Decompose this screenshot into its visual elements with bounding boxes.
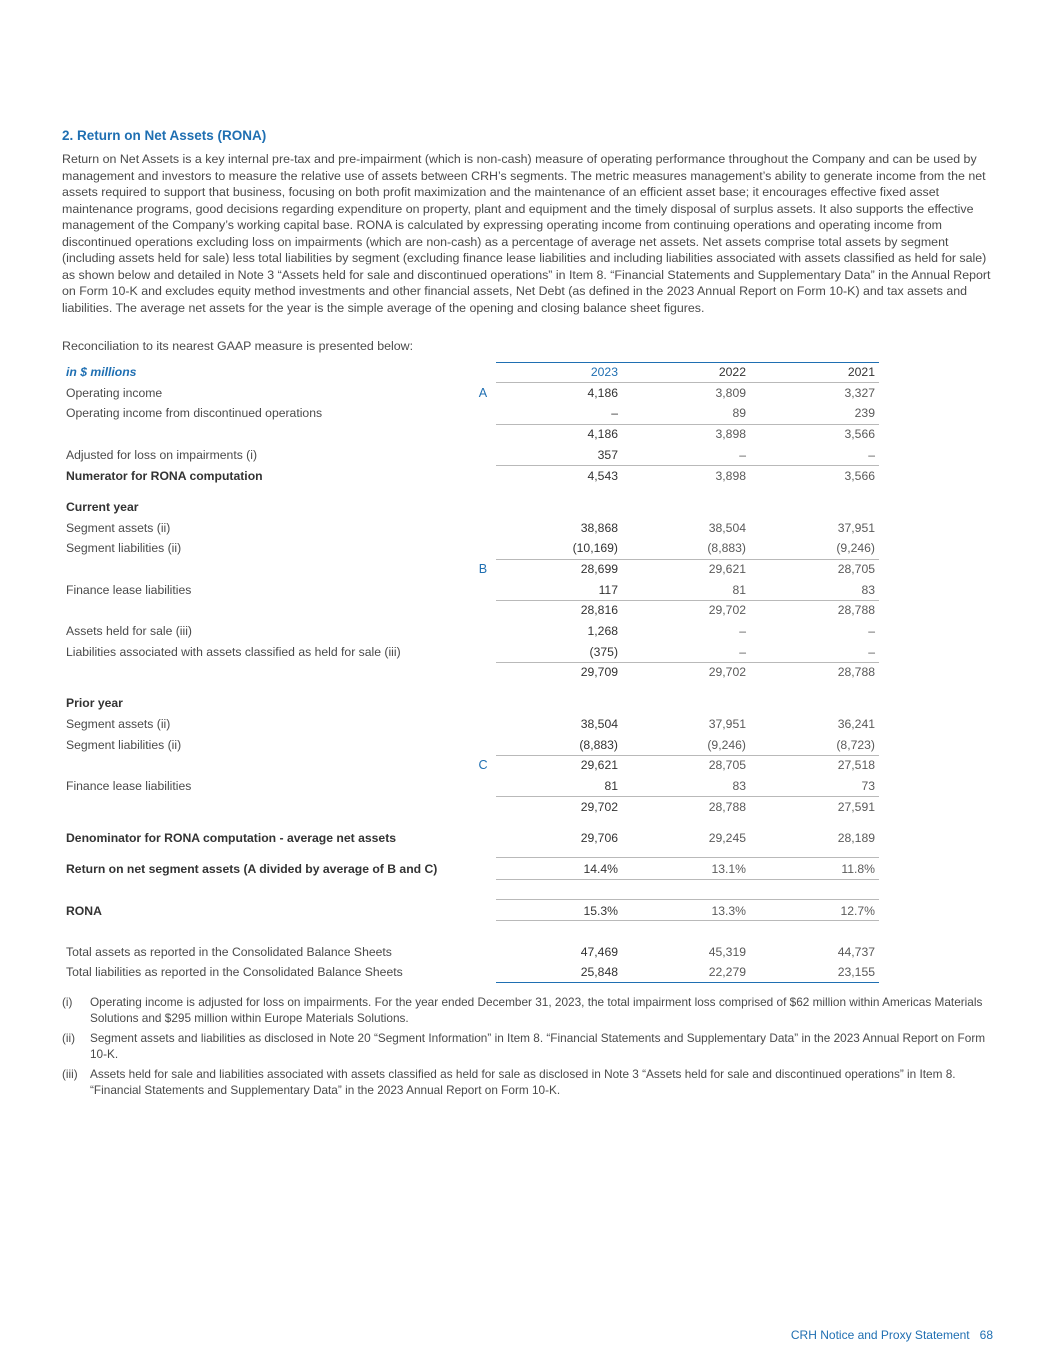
footnote-tag: (iii) [62,1067,78,1081]
row-label: Operating income [66,386,163,400]
row-value: 83 [732,779,746,793]
row-marker-a: A [478,386,488,400]
row-value: – [868,624,875,638]
section-label-current-year: Current year [66,500,139,514]
subtotal-rule [496,559,879,560]
row-label: Finance lease liabilities [66,583,192,597]
row-label: Segment assets (ii) [66,717,171,731]
page-number: 68 [979,1328,993,1342]
row-value: 29,706 [580,831,618,845]
footnote-tag: (ii) [62,1031,76,1045]
row-value: 3,327 [844,386,875,400]
row-value: 3,566 [844,469,875,483]
row-value: 81 [604,779,618,793]
row-value: 239 [854,406,875,420]
row-label: Denominator for RONA computation - average net assets [66,831,397,845]
row-label: Liabilities associated with assets classified as held for sale (iii) [66,645,401,659]
row-value: (9,246) [836,541,875,555]
subtotal-rule [496,796,879,797]
subtotal-rule [496,424,879,425]
row-value: (375) [589,645,618,659]
footnote-text: Assets held for sale and liabilities associated with assets classified as held for sale as disclosed in Note 3 “Assets held for sale and discontinued operations” in Item 8. “Financial Statements and Supplementary Data” in the 2023 Annual Report on Form 10-K. [90,1067,956,1097]
year-header-2022: 2022 [718,365,746,379]
row-value: 28,705 [837,562,875,576]
rona-value-2023: 15.3% [583,904,618,918]
row-value: 81 [732,583,746,597]
subtotal-rule [496,600,879,601]
row-label: Assets held for sale (iii) [66,624,192,638]
section-paragraph: Return on Net Assets is a key internal pre-tax and pre-impairment (which is non-cash) measure of operating performance throughout the Company and can be used by management and investors to measure the relative use of assets between CRH’s segments. The metric measures management’s ability to generate income from the net assets required to support that business, focusing on both profit maximization and the maintenance of an efficient asset base; it encourages effective fixed asset maintenance programs, good decisions regarding expenditure on property, plant and equipment and the timely disposal of surplus assets. It also supports the effective management of the Company’s working capital base. RONA is calculated by expressing operating income from continuing operations and operating income from discontinued operations excluding loss on impairments (which are non-cash) as a percentage of average net assets. Net assets comprise total assets by segment (including assets held for sale) less total liabilities by segment (excluding finance lease liabilities and including liabilities associated with assets classified as held for sale) as shown below and detailed in Note 3 “Assets held for sale and discontinued operations” in Item 8. “Financial Statements and Supplementary Data” in the Annual Report on Form 10-K and excludes equity method investments and other financial assets, Net Debt (as defined in the 2023 Annual Report on Form 10-K) and tax assets and liabilities. The average net assets for the year is the simple average of the opening and closing balance sheet figures. [62,152,991,315]
subtotal-rule [496,899,879,900]
row-label: Total assets as reported in the Consolidated Balance Sheets [66,945,392,959]
rona-value-2022: 13.3% [711,904,746,918]
row-value: 1,268 [587,624,618,638]
table-bottom-rule [496,982,879,983]
row-value: 29,702 [708,665,746,679]
row-value: 37,951 [708,717,746,731]
row-value: (8,723) [836,738,875,752]
row-value: 36,241 [837,717,875,731]
row-value: 25,848 [580,965,618,979]
footnote [62,995,997,1026]
row-value: 37,951 [837,521,875,535]
rona-value-2021: 12.7% [840,904,875,918]
row-label: Total liabilities as reported in the Consolidated Balance Sheets [66,965,403,979]
row-value: 3,898 [715,427,746,441]
row-value: 117 [598,583,618,597]
row-value: – [868,645,875,659]
row-value: 28,189 [837,831,875,845]
row-label: Finance lease liabilities [66,779,192,793]
reconciliation-intro: Reconciliation to its nearest GAAP measure is presented below: [62,339,414,353]
row-value: 28,699 [580,562,618,576]
subtotal-rule [496,857,879,858]
row-value: 27,591 [837,800,875,814]
row-label: Segment liabilities (ii) [66,738,182,752]
year-header-2021: 2021 [847,365,875,379]
table-top-rule [496,362,879,363]
row-value: 28,705 [708,758,746,772]
row-value: – [611,406,618,420]
footnote [62,1031,997,1062]
row-value: 4,186 [587,427,618,441]
footnote [62,1067,997,1098]
row-value: 28,788 [837,665,875,679]
year-header-2023: 2023 [590,365,618,379]
section-title: 2. Return on Net Assets (RONA) [62,128,267,143]
row-value: (10,169) [572,541,618,555]
row-label: Segment liabilities (ii) [66,541,182,555]
row-value: – [868,448,875,462]
footnote-text: Operating income is adjusted for loss on impairments. For the year ended December 31, 2023, the total impairment loss comprised of $62 million within Americas Materials Solutions and $295 million within Europe Materials Solutions. [90,995,983,1025]
row-value: 44,737 [837,945,875,959]
publication-name: CRH Notice and Proxy Statement [790,1328,970,1342]
row-label: Segment assets (ii) [66,521,171,535]
row-label: Operating income from discontinued operations [66,406,323,420]
row-value: 27,518 [837,758,875,772]
row-value: 45,319 [708,945,746,959]
row-value: 89 [732,406,746,420]
row-value: 29,702 [580,800,618,814]
row-value: (8,883) [579,738,618,752]
subtotal-rule [496,879,879,880]
footnote-text: Segment assets and liabilities as disclosed in Note 20 “Segment Information” in Item 8. “Financial Statements and Supplementary Data” in the 2023 Annual Report on Form 10-K. [90,1031,986,1061]
row-value: 38,504 [580,717,618,731]
row-value: 11.8% [841,862,875,876]
row-value: 29,621 [708,562,746,576]
row-value: 29,709 [580,665,618,679]
subtotal-rule [496,755,879,756]
row-marker-b: B [478,562,488,576]
row-value: 14.4% [583,862,618,876]
footnote-tag: (i) [62,995,73,1009]
row-value: 4,543 [587,469,618,483]
row-value: 28,788 [708,800,746,814]
row-label: Numerator for RONA computation [66,469,263,483]
rona-label: RONA [66,904,102,918]
row-value: 23,155 [837,965,875,979]
row-value: (8,883) [707,541,746,555]
row-value: 29,621 [580,758,618,772]
row-value: 28,816 [580,603,618,617]
row-value: 4,186 [587,386,618,400]
row-value: (9,246) [707,738,746,752]
row-value: – [739,645,746,659]
row-value: 357 [597,448,618,462]
row-value: 3,809 [715,386,746,400]
row-marker-c: C [478,758,488,772]
row-value: 29,245 [708,831,746,845]
section-label-prior-year: Prior year [66,696,123,710]
row-value: 73 [861,779,875,793]
footnotes [62,995,997,1103]
row-value: 3,566 [844,427,875,441]
row-value: 3,898 [715,469,746,483]
row-label: Adjusted for loss on impairments (i) [66,448,258,462]
row-value: 13.1% [711,862,746,876]
row-value: – [739,624,746,638]
row-label: Return on net segment assets (A divided by average of B and C) [66,862,438,876]
unit-label: in $ millions [66,365,137,379]
row-value: 29,702 [708,603,746,617]
subtotal-rule [496,920,879,921]
row-value: 38,868 [580,521,618,535]
subtotal-rule [496,662,879,663]
row-value: – [739,448,746,462]
row-value: 47,469 [580,945,618,959]
page-footer [791,1328,993,1342]
row-value: 83 [861,583,875,597]
subtotal-rule [496,465,879,466]
row-value: 22,279 [708,965,746,979]
row-value: 38,504 [708,521,746,535]
row-value: 28,788 [837,603,875,617]
header-rule [496,382,879,383]
